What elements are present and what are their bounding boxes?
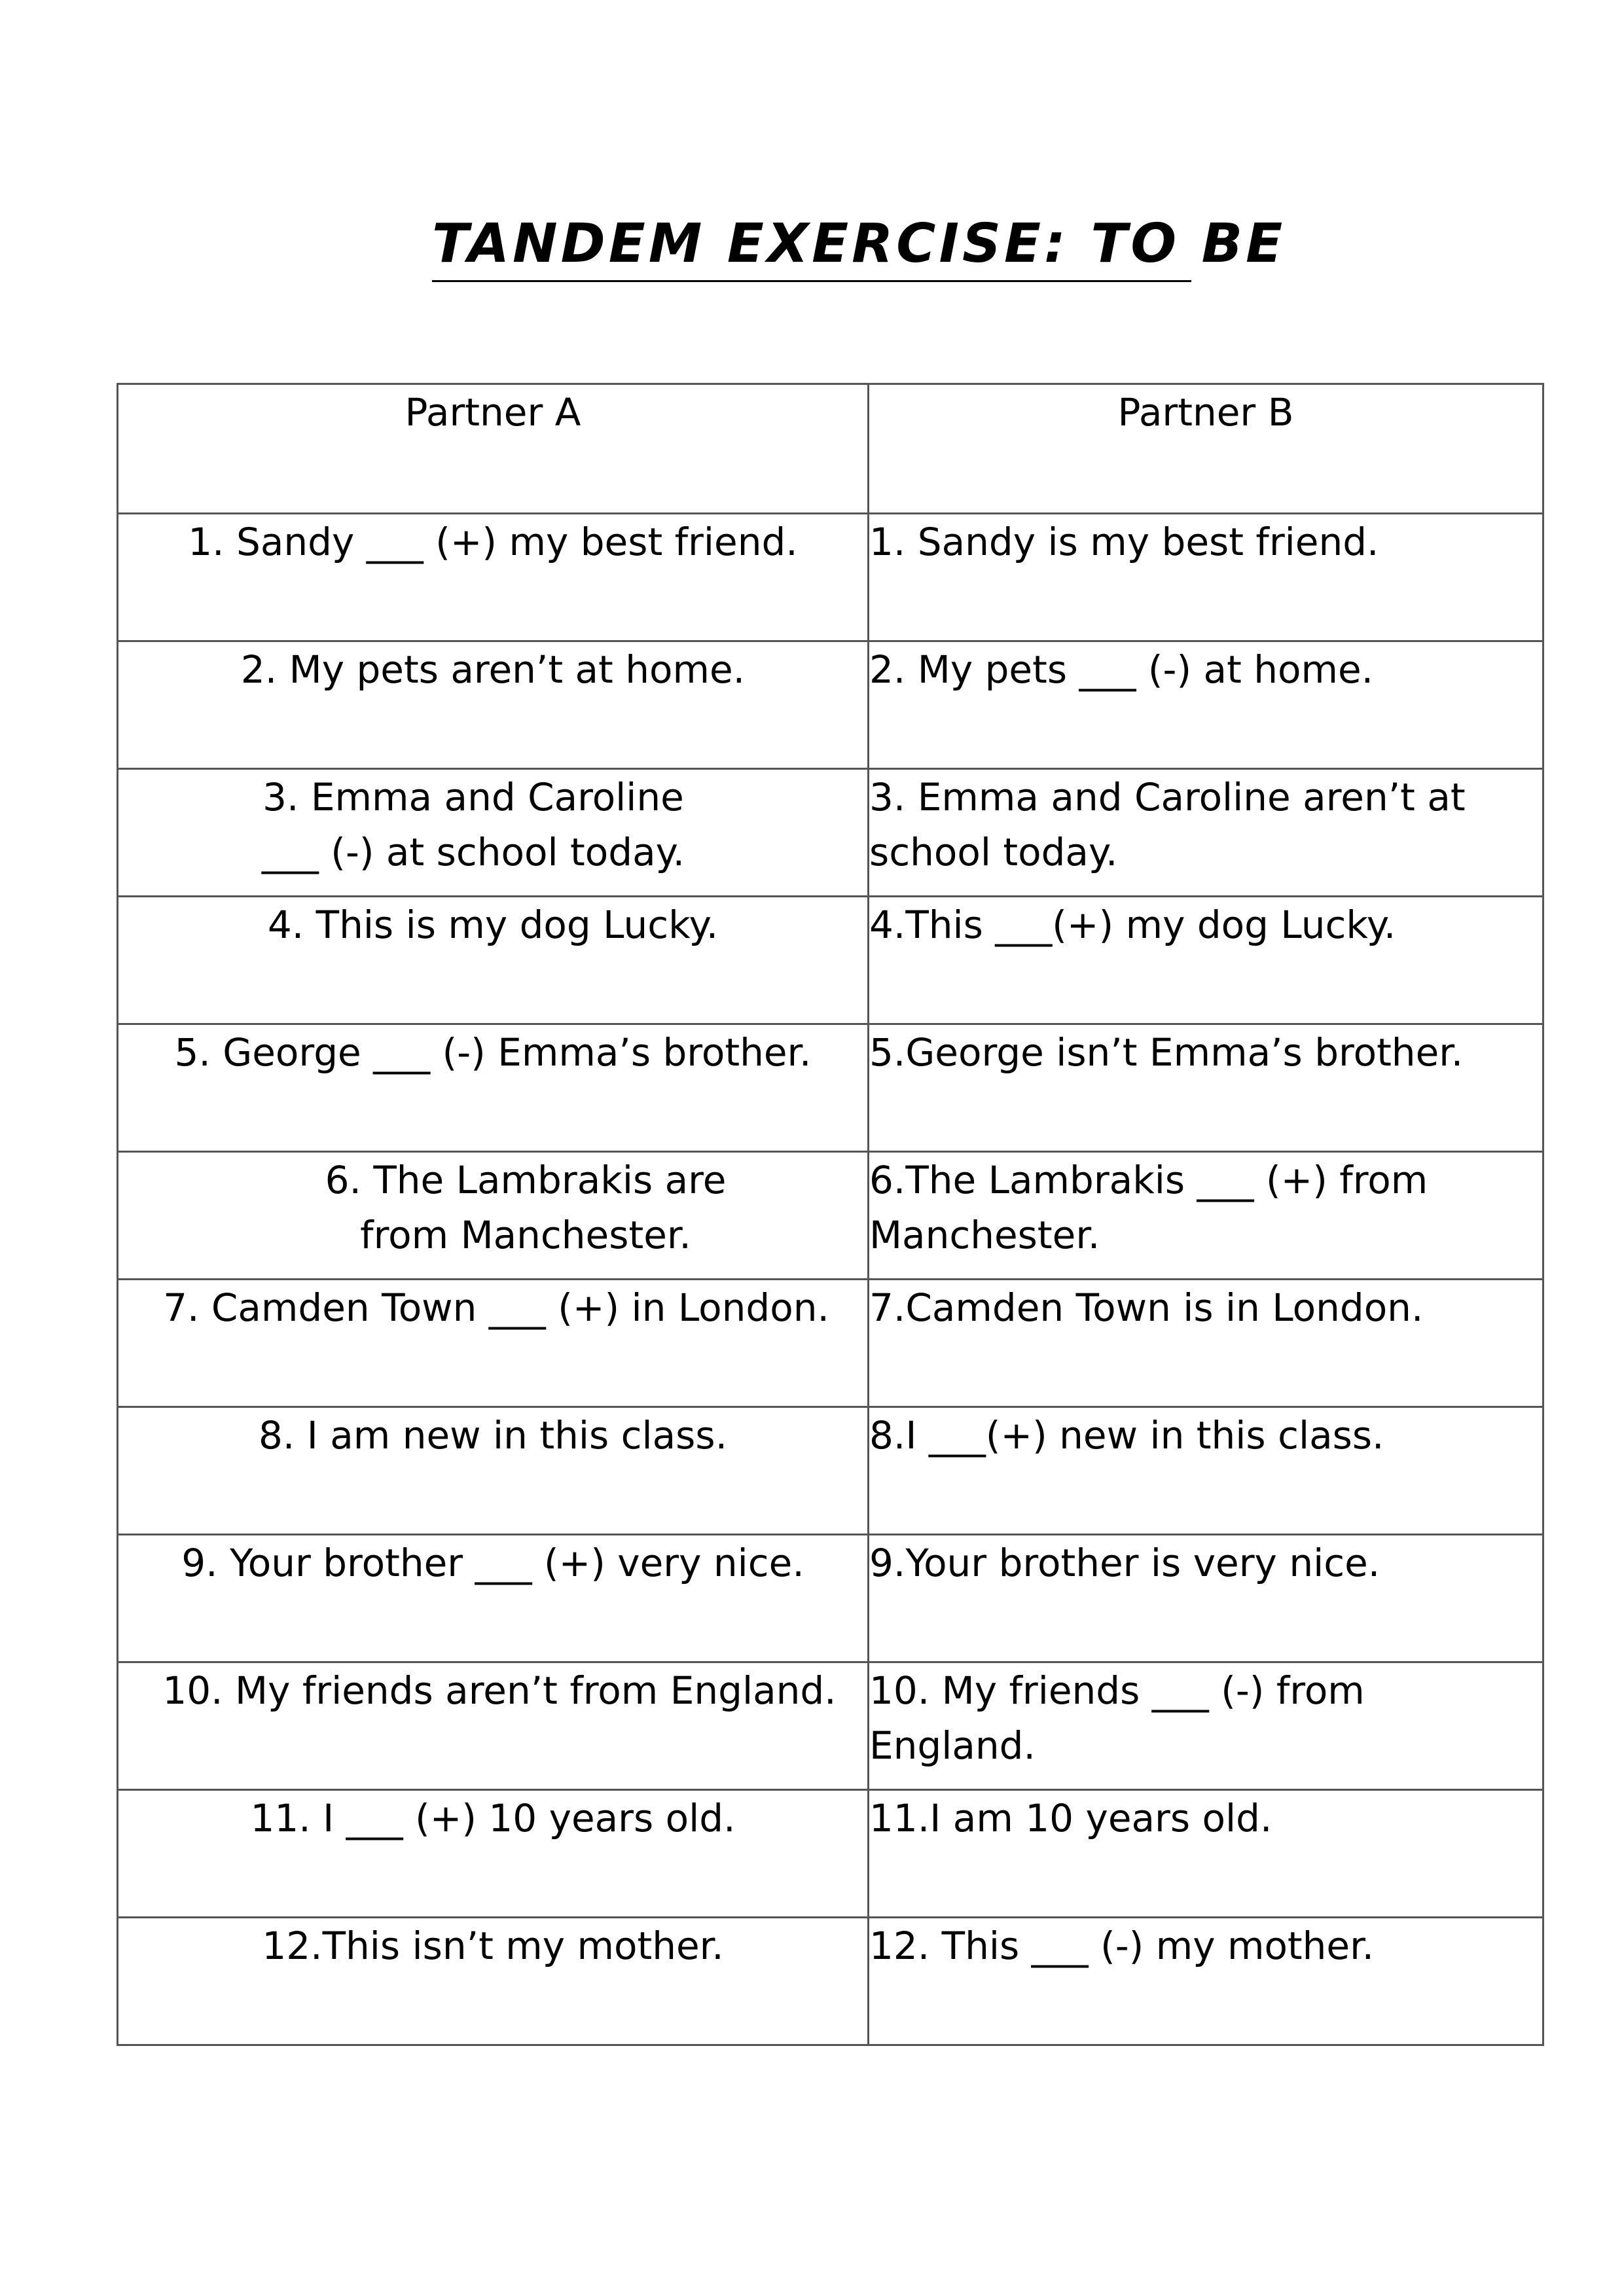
table-row <box>118 1280 1543 1407</box>
table-row <box>118 1152 1543 1280</box>
table-row <box>118 1407 1543 1535</box>
partner-b-sentence-3: 3. Emma and Caroline aren’t at school today. <box>869 769 1543 897</box>
partner-a-sentence-9: 9. Your brother ___ (+) very nice. <box>118 1535 869 1662</box>
partner-a-sentence-8: 8. I am new in this class. <box>118 1407 869 1535</box>
partner-b-sentence-5: 5.George isn’t Emma’s brother. <box>869 1024 1543 1152</box>
table-row <box>118 1535 1543 1662</box>
partner-a-sentence-4: 4. This is my dog Lucky. <box>118 897 869 1024</box>
header-partner-a: Partner A <box>118 384 869 514</box>
partner-a-sentence-2: 2. My pets aren’t at home. <box>118 641 869 769</box>
partner-a-sentence-11: 11. I ___ (+) 10 years old. <box>118 1790 869 1918</box>
partner-a-sentence-10: 10. My friends aren’t from England. <box>118 1662 869 1790</box>
table-header-row <box>118 384 1543 514</box>
partner-a-sentence-7: 7. Camden Town ___ (+) in London. <box>118 1280 869 1407</box>
partner-b-sentence-1: 1. Sandy is my best friend. <box>869 514 1543 641</box>
partner-b-sentence-6: 6.The Lambrakis ___ (+) from Manchester. <box>869 1152 1543 1280</box>
partner-b-sentence-2: 2. My pets ___ (-) at home. <box>869 641 1543 769</box>
partner-a-sentence-1: 1. Sandy ___ (+) my best friend. <box>118 514 869 641</box>
partner-b-sentence-12: 12. This ___ (-) my mother. <box>869 1918 1543 2045</box>
partner-a-sentence-12: 12.This isn’t my mother. <box>118 1918 869 2045</box>
partner-b-sentence-8: 8.I ___(+) new in this class. <box>869 1407 1543 1535</box>
table-row <box>118 1918 1543 2045</box>
table-row <box>118 1662 1543 1790</box>
table-row <box>118 514 1543 641</box>
partner-b-sentence-7: 7.Camden Town is in London. <box>869 1280 1543 1407</box>
table-row <box>118 1024 1543 1152</box>
partner-a-sentence-5: 5. George ___ (-) Emma’s brother. <box>118 1024 869 1152</box>
header-partner-b: Partner B <box>869 384 1543 514</box>
partner-a-sentence-3: 3. Emma and Caroline ___ (-) at school today. <box>118 769 869 897</box>
partner-b-sentence-9: 9.Your brother is very nice. <box>869 1535 1543 1662</box>
partner-b-sentence-10: 10. My friends ___ (-) from England. <box>869 1662 1543 1790</box>
table-row <box>118 641 1543 769</box>
partner-b-sentence-11: 11.I am 10 years old. <box>869 1790 1543 1918</box>
exercise-table <box>117 383 1544 2046</box>
partner-b-sentence-4: 4.This ___(+) my dog Lucky. <box>869 897 1543 1024</box>
partner-a-sentence-6: 6. The Lambrakis are from Manchester. <box>118 1152 869 1280</box>
table-row <box>118 1790 1543 1918</box>
table-row <box>118 769 1543 897</box>
table-row <box>118 897 1543 1024</box>
page-title: TANDEM EXERCISE: TO BE <box>432 208 1191 282</box>
